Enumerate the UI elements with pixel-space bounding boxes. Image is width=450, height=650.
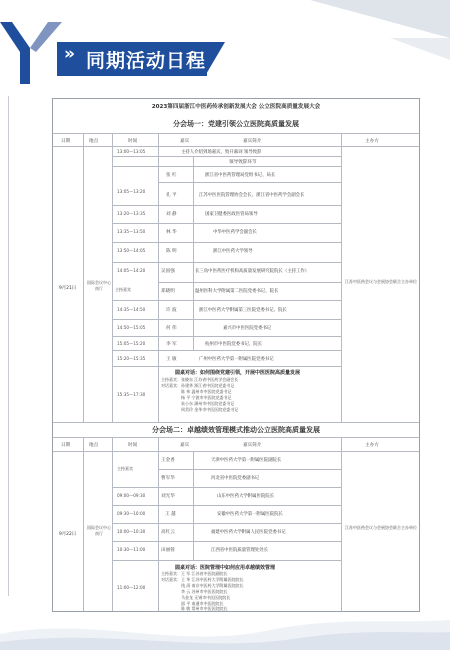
time-cell: 15:20—15:35 [117, 356, 146, 361]
panel-title: 圆桌对话：如何围绕党建引领，开展中医医院高质量发展 [175, 370, 301, 376]
forum2-title: 分会场二：卓越绩效管理模式推动公立医院高质量发展 [152, 426, 320, 434]
time-cell: 13:35—13:50 [117, 229, 146, 234]
topic-cell: 浙江省中医药管理局党组书记、局长 [205, 173, 276, 178]
time-cell: 10:30—11:00 [117, 547, 146, 552]
panel-line: 马金龙 无锡市中医医院院长 [161, 595, 231, 600]
speaker-cell: 张 红 [166, 173, 177, 178]
panel-time: 15:35—17:30 [117, 392, 146, 397]
forum1-date: 9月21日 [59, 286, 77, 291]
header-corner-decoration [310, 0, 450, 38]
col-speaker: 嘉宾 [180, 443, 190, 448]
time-cell: 09:30—10:00 [117, 511, 146, 516]
panel-line: 主持嘉宾：张晓东 江苏省中医药学会副会长 [161, 377, 239, 382]
speaker-cell: 陈 明 [166, 249, 177, 254]
forum2-host-label: 主持嘉宾 [117, 466, 133, 471]
col-time: 时间 [128, 443, 138, 448]
col-time: 时间 [128, 139, 138, 144]
forum2-date: 9月22日 [59, 532, 77, 537]
forum2-organizer: 江苏中医药会议与会展协会联合主办单位 [345, 525, 417, 530]
time-cell: 14:05—14:20 [117, 268, 146, 273]
forum1-venue: 国际会议中心南厅 [87, 280, 111, 291]
speaker-cell: 吴国强 [161, 269, 175, 274]
speaker-cell: 何 伟 [166, 326, 177, 331]
panel-line: 对话嘉宾：王 华 江苏中医药大学附属医院院长 [161, 577, 244, 582]
header-corner-decoration-small [390, 38, 450, 60]
time-cell: 13:00—13:05 [117, 149, 146, 154]
page-title: 同期活动日程 [86, 50, 207, 72]
topic-cell: 温州医科大学附属第二医院党委书记、院长 [195, 289, 279, 294]
col-venue: 地点 [89, 139, 99, 144]
document-title: 2023第四届浙江中医药传承创新发展大会 公立医院高质量发展大会 [151, 104, 321, 110]
col-topic: 嘉宾简介 [243, 139, 262, 144]
speaker-cell: 曹军华 [161, 476, 175, 481]
forum1-title: 分会场一：党建引领公立医院高质量发展 [173, 120, 299, 128]
left-divider [8, 96, 9, 596]
topic-cell: 嘉兴市中医医院党委书记 [223, 326, 272, 331]
panel-line: 陈 敏 常州市中医医院院长 [161, 606, 228, 611]
topic-cell: 长三角中医药医疗机构高质量发展研究院院长（主持工作） [195, 269, 310, 274]
panel-line: 邵 平 南通市中医院院长 [161, 601, 224, 606]
forum2-venue: 国际会议中心南厅 [87, 525, 111, 536]
panel-line: 钱 清 南京中医药大学附属医院院长 [161, 583, 244, 588]
speaker-cell: 王 敏 [166, 357, 177, 362]
panel-line: 杨 平 宁波市中医院党委书记 [161, 395, 232, 400]
forum1-header-row [53, 135, 419, 145]
panel-line: 朱小东 湖州市中医院党委书记 [161, 401, 235, 406]
col-topic: 嘉宾简介 [243, 443, 262, 448]
speaker-cell: 许 波 [166, 308, 177, 313]
y-logo-icon [0, 22, 62, 84]
topic-cell: 广州中医药大学第一附属医院党委书记 [199, 357, 274, 362]
double-chevron-right-icon: » [64, 44, 73, 64]
panel-line: 周美玲 金华市中医医院党委书记 [161, 407, 239, 412]
col-host: 主办方 [365, 139, 379, 144]
section-label: 领导致辞环节 [229, 160, 257, 165]
forum2-header-row [53, 439, 419, 449]
topic-cell: 浙江中医药大学附属第三医院党委书记、院长 [199, 308, 287, 313]
forum1-host-label: 主持嘉宾 [115, 287, 131, 292]
speaker-cell: 王金香 [161, 458, 175, 463]
speaker-cell: 林 华 [166, 230, 177, 235]
time-cell: 14:50—15:05 [117, 325, 146, 330]
topic-cell: 江西省中医院质量管理处处长 [211, 548, 269, 553]
speaker-cell: 王 越 [165, 512, 176, 517]
panel-time: 11:00—12:00 [117, 585, 146, 590]
time-cell: 13:05—13:20 [117, 189, 146, 194]
panel-title: 圆桌对话：医院管理中如何应用卓越绩效管理 [175, 565, 276, 571]
schedule-document [52, 98, 420, 612]
topic-cell: 杭州市中医院党委书记、院长 [205, 342, 263, 347]
speaker-cell: 田丽蓉 [161, 548, 175, 553]
col-speaker: 嘉宾 [180, 139, 190, 144]
topic-cell: 山东中医药大学附属医院院长 [217, 494, 275, 499]
topic-cell: 天津中医药大学第一附属医院副院长 [211, 458, 282, 463]
topic-cell: 主持人介绍到场嘉宾，致开幕词 领导致辞 [181, 150, 262, 155]
footer-wave-decoration [0, 610, 450, 650]
header-banner-tail [205, 42, 225, 76]
time-cell: 13:50—14:05 [117, 248, 146, 253]
panel-line: 陈 伟 温州市中医院党委书记 [161, 389, 232, 394]
speaker-cell: 郑晓明 [161, 289, 175, 294]
forum1-organizer: 江苏中医药会议与会展协会联合主办单位 [345, 279, 417, 284]
speaker-cell: 李 军 [166, 342, 177, 347]
panel-line: 主持嘉宾：王 军 江苏省中医院副院长 [161, 571, 228, 576]
time-cell: 15:05—15:20 [117, 341, 146, 346]
topic-cell: 江苏中医医院管理协会会长、浙江省中医药学会副会长 [199, 193, 305, 198]
speaker-cell: 高红云 [161, 530, 175, 535]
topic-cell: 国家卫健委医政医管局领导 [205, 212, 258, 217]
time-cell: 14:35—14:50 [117, 307, 146, 312]
speaker-cell: 刘 静 [166, 212, 177, 217]
col-venue: 地点 [89, 443, 99, 448]
panel-line: 李 云 苏州市中医医院院长 [161, 589, 228, 594]
col-host: 主办方 [365, 443, 379, 448]
panel-line: 对话嘉宾：孙建华 浙江省中医院党委书记 [161, 383, 235, 388]
time-cell: 10:00—10:30 [117, 529, 146, 534]
col-date: 日期 [61, 139, 71, 144]
topic-cell: 河北省中医院党委副书记 [211, 476, 260, 481]
topic-cell: 福建中医药大学附属人民医院党委书记 [211, 530, 286, 535]
topic-cell: 浙江中医药大学领导 [213, 249, 253, 254]
topic-cell: 中华中医药学会副会长 [213, 230, 257, 235]
speaker-cell: 孔 平 [166, 193, 177, 198]
col-date: 日期 [61, 443, 71, 448]
speaker-cell: 刘光华 [161, 494, 175, 499]
topic-cell: 安徽中医药大学第一附属医院院长 [217, 512, 283, 517]
time-cell: 13:20—13:35 [117, 211, 146, 216]
time-cell: 09:00—09:30 [117, 493, 146, 498]
